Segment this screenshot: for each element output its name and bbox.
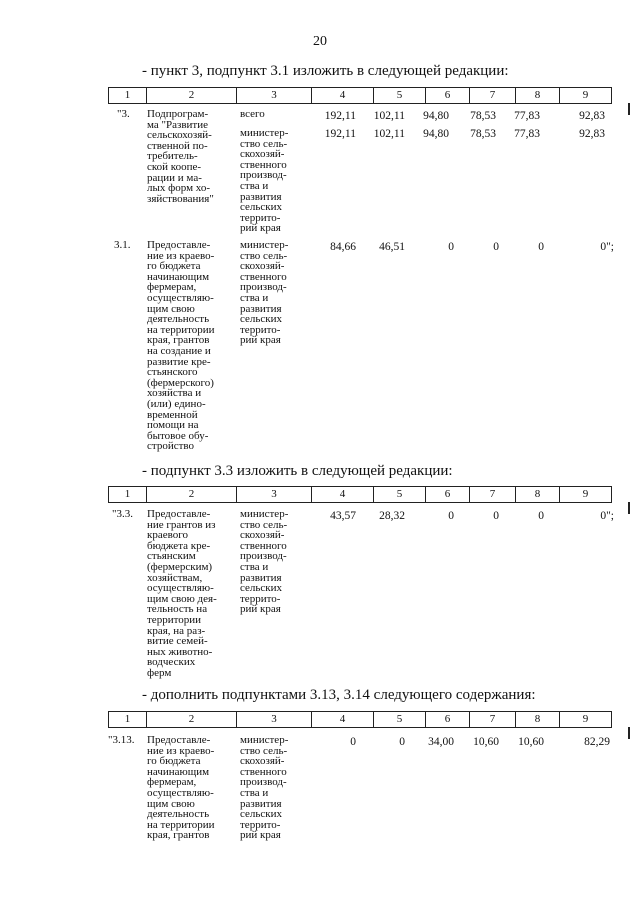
value-cell: 0 [538,510,544,522]
table3-header [108,711,612,728]
value-cell: 10,60 [473,736,499,748]
value-cell: 92,83 [579,110,605,122]
value-cell: 0 [448,241,454,253]
value-cell: 0 [448,510,454,522]
col-header-9: 9 [582,89,589,101]
value-cell: 82,29 [584,736,610,748]
value-cell: 84,66 [330,241,356,253]
margin-mark [628,502,630,514]
executor: министер- ство сель- скохозяй- ственного производ- ства и развития сельских террито- рий края [240,239,289,347]
col-header-2: 2 [147,487,237,502]
value-cell: 0 [350,736,356,748]
value-cell: 192,11 [324,110,356,122]
executor: министер- ство сель- скохозяй- ственного производ- ства и развития сельских террито- рий края [240,734,289,842]
col-header-1: 1 [109,712,147,727]
executor-total: всего [240,108,265,120]
value-cell: 0"; [600,241,614,253]
page-number: 20 [313,34,327,49]
row-name: Предоставле- ние из краево- го бюджета начинающим фермерам, осуществляю- щим свою деятельность на территории края, грантов на создание и развитие кре- стьянского (фермерского) хозяйства и (или) едино- временной помощи на бытовое обу- стройство [147,239,215,453]
col-header-3: 3 [237,487,312,502]
row-name: Предоставле- ние из краево- го бюджета начинающим фермерам, осуществляю- щим свою деятельность на территории края, грантов [147,734,215,842]
col-header-9: 9 [582,488,589,500]
col-header-4: 4 [312,88,374,103]
col-header-6: 6 [426,487,470,502]
row-number: "3.3. [112,508,133,520]
executor: министер- ство сель- скохозяй- ственного производ- ства и развития сельских террито- рий края [240,127,289,235]
value-cell: 77,83 [514,128,540,140]
col-header-7: 7 [470,487,516,502]
section-heading-1: - пункт 3, подпункт 3.1 изложить в следующей редакции: [142,63,509,79]
value-cell: 0"; [600,510,614,522]
value-cell: 77,83 [514,110,540,122]
table2-header [108,486,612,503]
col-header-5: 5 [374,88,426,103]
value-cell: 10,60 [518,736,544,748]
col-header-1: 1 [109,88,147,103]
value-cell: 102,11 [373,110,405,122]
col-header-8: 8 [516,487,560,502]
executor: министер- ство сель- скохозяй- ственного производ- ства и развития сельских террито- рий края [240,508,289,616]
col-header-9: 9 [582,713,589,725]
row-number: 3.1. [114,239,131,251]
value-cell: 78,53 [470,110,496,122]
value-cell: 0 [493,241,499,253]
col-header-6: 6 [426,712,470,727]
col-header-8: 8 [516,712,560,727]
col-header-4: 4 [312,712,374,727]
value-cell: 0 [538,241,544,253]
col-header-5: 5 [374,712,426,727]
section-heading-2: - подпункт 3.3 изложить в следующей редакции: [142,463,453,479]
col-header-7: 7 [470,88,516,103]
col-header-2: 2 [147,88,237,103]
row-name: Подпрограм- ма "Развитие сельскохозяй- ственной по- требитель- ской коопе- рации и ма- лых форм хо- зяйствования" [147,108,214,205]
row-number: "3. [117,108,130,120]
col-header-8: 8 [516,88,560,103]
col-header-5: 5 [374,487,426,502]
value-cell: 0 [493,510,499,522]
col-header-3: 3 [237,88,312,103]
value-cell: 94,80 [423,110,449,122]
row-number: "3.13. [108,734,135,746]
value-cell: 102,11 [373,128,405,140]
value-cell: 43,57 [330,510,356,522]
value-cell: 34,00 [428,736,454,748]
value-cell: 192,11 [324,128,356,140]
value-cell: 78,53 [470,128,496,140]
value-cell: 92,83 [579,128,605,140]
value-cell: 0 [399,736,405,748]
col-header-1: 1 [109,487,147,502]
table1-header [108,87,612,104]
margin-mark [628,727,630,739]
section-heading-3: - дополнить подпунктами 3.13, 3.14 следующего содержания: [142,687,536,703]
value-cell: 28,32 [379,510,405,522]
col-header-6: 6 [426,88,470,103]
value-cell: 46,51 [379,241,405,253]
col-header-7: 7 [470,712,516,727]
col-header-2: 2 [147,712,237,727]
value-cell: 94,80 [423,128,449,140]
col-header-3: 3 [237,712,312,727]
margin-mark [628,103,630,115]
row-name: Предоставле- ние грантов из краевого бюджета кре- стьянским (фермерским) хозяйствам, осуществляю- щим свою дея- тельность на территории края, на раз- витие семей- ных животно- водческих ферм [147,508,217,679]
col-header-4: 4 [312,487,374,502]
